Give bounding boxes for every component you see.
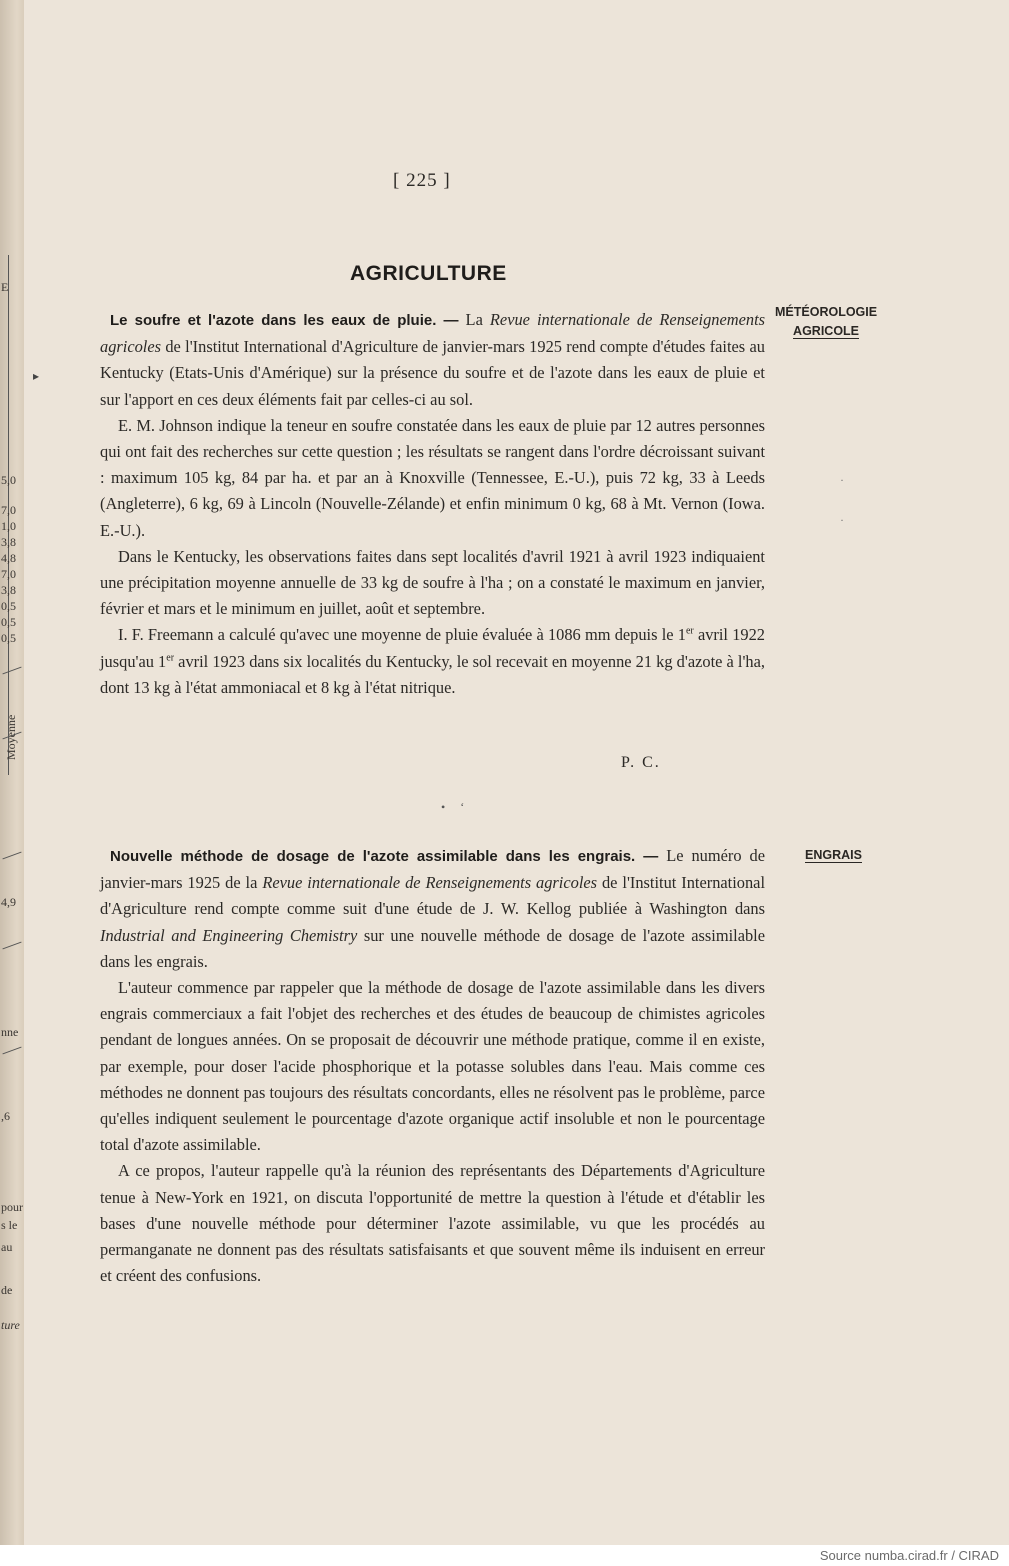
text-run: Le numéro de janvier-mars 1925 de la xyxy=(100,846,765,893)
article-headline: Le soufre et l'azote dans les eaux de pluie. — xyxy=(110,312,459,329)
text-run: avril 1923 dans six localités du Kentucky, le sol recevait en moyenne 21 kg d'azote à l'ha, dont 13 kg à l'état ammoniacal et 8 kg à l'état nitrique. xyxy=(100,651,765,697)
section-title: AGRICULTURE xyxy=(350,262,507,285)
paragraph: E. M. Johnson indique la teneur en soufre constatée dans les eaux de pluie par 12 autres personnes qui ont fait des recherches sur cette question ; les résultats se rangent dans l'ordre décroissant suivant : maximum 105 kg, 84 par ha. et par an à Knoxville (Tennessee, E.-U.), puis 72 kg, 33 à Leeds (Angleterre), 6 kg, 69 à Lincoln (Nouvelle-Zélande) et enfin minimum 0 kg, 68 à Mt. Vernon (Iowa. E.-U.). xyxy=(100,415,765,540)
page-number: [ 225 ] xyxy=(393,170,451,191)
article-signature: P. C. xyxy=(621,754,661,771)
fragment: 3,8 xyxy=(1,583,16,597)
fragment: pour xyxy=(1,1200,23,1214)
superscript: er xyxy=(685,625,694,637)
superscript: er xyxy=(166,652,175,664)
fragment: E xyxy=(1,280,9,294)
margin-tick: ▸ xyxy=(33,369,40,383)
text-run: I. F. Freemann a calculé qu'avec une moyenne de pluie évaluée à 1086 mm depuis le 1 xyxy=(118,625,686,645)
margin-label-line: MÉTÉOROLOGIE xyxy=(775,305,878,319)
fragment: ,6 xyxy=(1,1109,10,1123)
fragment: de xyxy=(1,1283,13,1297)
table-rule xyxy=(2,942,21,950)
fragment: 3,8 xyxy=(1,535,16,549)
source-credit: Source numba.cirad.fr / CIRAD xyxy=(819,1548,999,1563)
previous-page-edge xyxy=(0,255,24,1355)
fragment: 1,0 xyxy=(1,519,16,533)
fragment: s le xyxy=(1,1218,18,1232)
article-soufre-azote xyxy=(100,307,765,701)
fragment: au xyxy=(1,1240,13,1254)
margin-label-line: AGRICOLE xyxy=(793,324,860,338)
text-run: de l'Institut International d'Agriculture rend compte comme suit d'une étude de J. W. Kellog publiée à Washington dans xyxy=(100,873,766,919)
publication-title: Revue internationale de Renseignements agricoles xyxy=(100,310,766,357)
table-rule xyxy=(2,852,21,860)
fragment: 5,0 xyxy=(1,473,16,487)
margin-label-engrais xyxy=(805,846,862,865)
publication-title: Industrial and Engineering Chemistry xyxy=(100,925,358,945)
margin-label-meteorologie xyxy=(775,303,877,341)
margin-dots: · · xyxy=(840,473,844,527)
fragment: 7,0 xyxy=(1,503,16,517)
fragment: Moyenne xyxy=(4,714,18,760)
fragment: 0,5 xyxy=(1,599,16,613)
paragraph xyxy=(100,622,765,701)
table-rule xyxy=(2,1047,21,1055)
fragment: 0,5 xyxy=(1,615,16,629)
text-run: sur une nouvelle méthode de dosage de l'azote assimilable dans les engrais. xyxy=(100,925,765,971)
text-run: La xyxy=(458,310,490,329)
fragment: nne xyxy=(1,1025,19,1039)
publication-title: Revue internationale de Renseignements agricoles xyxy=(262,873,598,893)
text-run: de l'Institut International d'Agriculture de janvier-mars 1925 rend compte d'études faites au Kentucky (Etats-Unis d'Amérique) sur la présence du soufre et de l'azote dans les eaux de pluie et sur l'apport en ces deux éléments fait par celles-ci au sol. xyxy=(100,337,765,409)
article-headline: Nouvelle méthode de dosage de l'azote assimilable dans les engrais. — xyxy=(110,848,659,865)
fragment: ture xyxy=(1,1318,20,1332)
fragment: 4,8 xyxy=(1,551,16,565)
paragraph xyxy=(100,307,765,413)
table-rule xyxy=(2,667,21,675)
paragraph: L'auteur commence par rappeler que la méthode de dosage de l'azote assimilable dans les divers engrais commerciaux a fait l'objet des recherches et des études de beaucoup de chimistes agricoles pendant de longues années. On se proposait de découvrir une méthode pratique, comme il en existe, par exemple, pour doser l'acide phosphorique et la potasse solubles dans l'eau. Mais comme ces méthodes ne donnent pas toujours des résultats concordants, elles ne résolvent pas le problème, parce qu'elles indiquent seulement le pourcentage d'azote organique actif insoluble et non le pourcentage total d'azote assimilable. xyxy=(100,978,765,1155)
paragraph xyxy=(100,843,765,975)
text-run: avril 1922 jusqu'au 1 xyxy=(100,625,765,671)
article-dosage-azote xyxy=(100,843,765,1289)
paragraph: Dans le Kentucky, les observations faites dans sept localités d'avril 1921 à avril 1923 indiquaient une précipitation moyenne annuelle de 33 kg de soufre à l'ha ; on a constaté le maximum en janvier, février et mars et le minimum en juillet, août et septembre. xyxy=(100,546,765,619)
margin-label-line: ENGRAIS xyxy=(805,848,862,862)
fragment: 7,0 xyxy=(1,567,16,581)
paragraph: A ce propos, l'auteur rappelle qu'à la réunion des représentants des Départements d'Agriculture tenue à New-York en 1921, on discuta l'opportunité de mettre la question à l'étude et d'établir les bases d'une nouvelle méthode pour déterminer l'azote assimilable, vu que les procédés au permanganate ne donnent pas des résultats satisfaisants et que souvent même ils induisent en erreur et créent des confusions. xyxy=(100,1161,765,1286)
fragment: 4,9 xyxy=(1,895,16,909)
separator: • ʻ xyxy=(441,800,471,814)
fragment: 0,5 xyxy=(1,631,16,645)
